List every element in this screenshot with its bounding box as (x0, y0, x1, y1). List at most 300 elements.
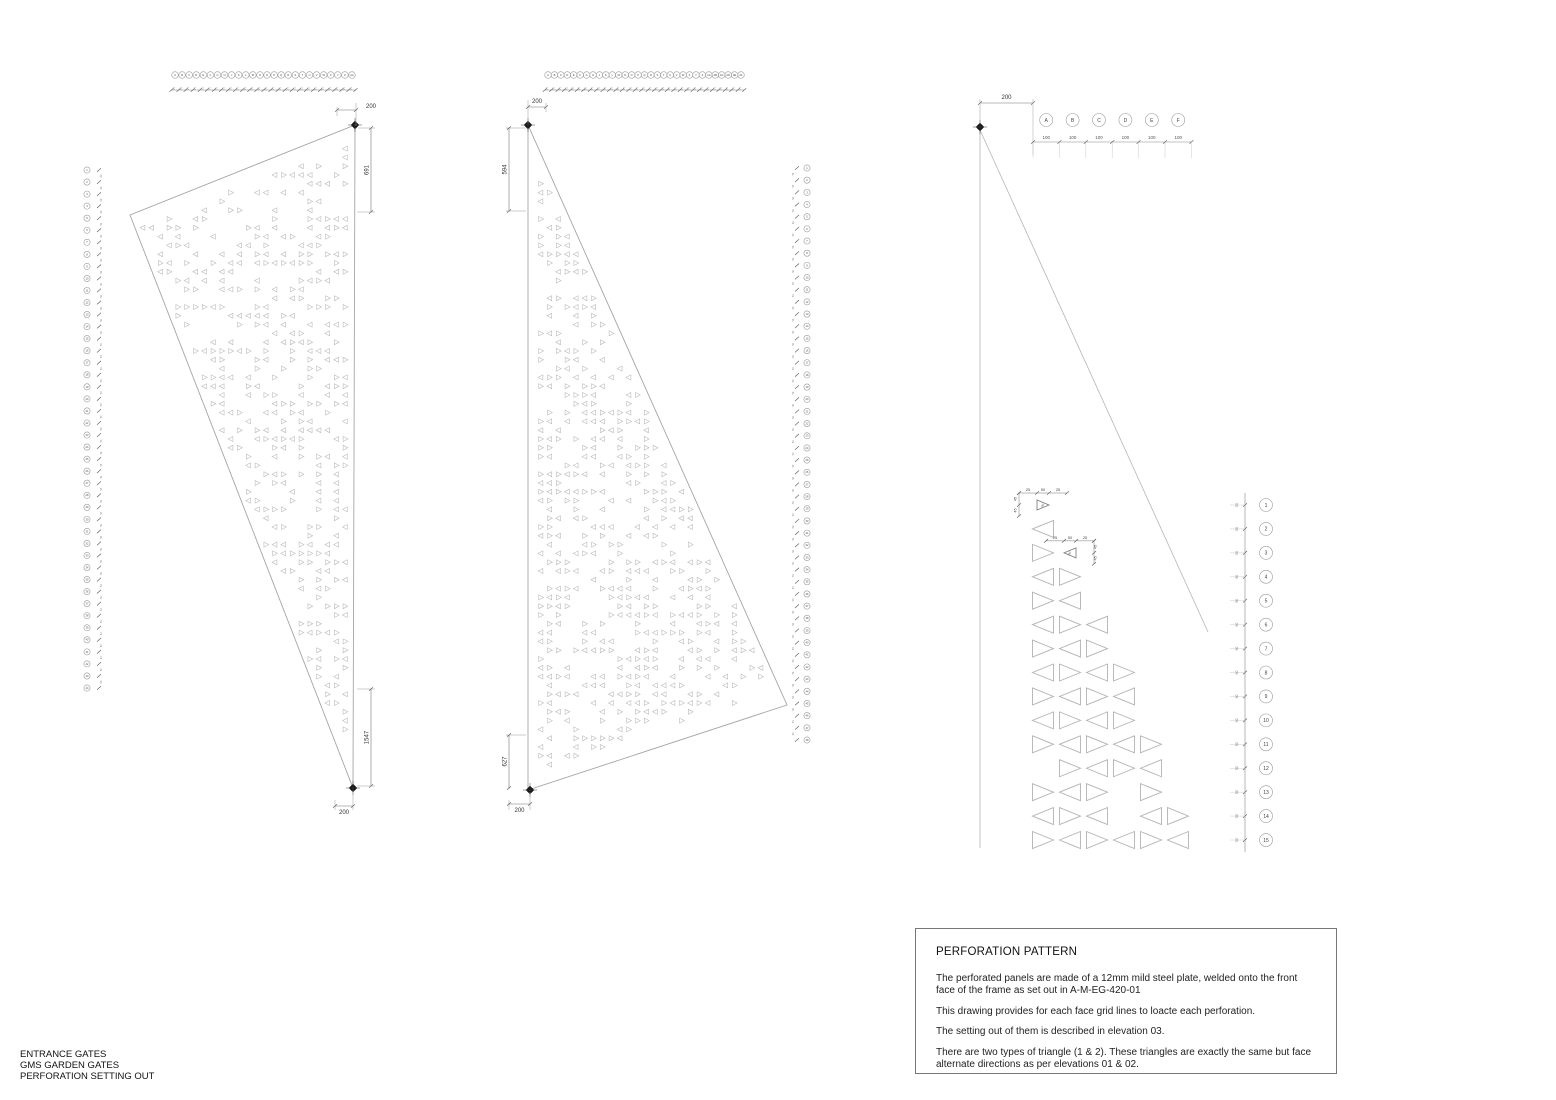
svg-text:23: 23 (805, 434, 809, 438)
svg-text:50: 50 (100, 511, 103, 515)
svg-text:F: F (579, 73, 581, 77)
svg-text:6: 6 (86, 229, 88, 233)
svg-text:50: 50 (792, 489, 795, 492)
svg-text:50: 50 (792, 562, 795, 565)
svg-text:50: 50 (1235, 766, 1239, 771)
svg-text:X: X (329, 73, 332, 77)
svg-text:2: 2 (1264, 526, 1268, 533)
svg-text:50: 50 (792, 586, 795, 590)
svg-text:17: 17 (805, 361, 809, 365)
svg-text:10: 10 (85, 277, 89, 281)
svg-text:50: 50 (792, 209, 795, 212)
svg-text:24: 24 (805, 446, 809, 450)
notes-paragraph: The perforated panels are made of a 12mm mild steel plate, welded onto the front face of the frame as set out in A-M-EG-420-01 (936, 973, 1298, 996)
svg-text:10: 10 (1263, 718, 1269, 725)
svg-text:75: 75 (616, 87, 620, 90)
svg-text:50: 50 (1235, 814, 1239, 819)
svg-text:50: 50 (100, 319, 103, 322)
svg-text:75: 75 (546, 87, 549, 90)
svg-text:50: 50 (1235, 550, 1239, 555)
svg-text:75: 75 (629, 87, 633, 90)
svg-text:25: 25 (1082, 536, 1088, 541)
svg-text:50: 50 (792, 635, 795, 638)
svg-text:50: 50 (100, 355, 103, 359)
svg-text:75: 75 (706, 87, 710, 90)
svg-text:27: 27 (805, 483, 809, 487)
svg-text:75: 75 (584, 87, 588, 90)
svg-text:50: 50 (792, 330, 795, 334)
svg-text:50: 50 (792, 720, 795, 724)
svg-text:39: 39 (805, 629, 809, 633)
svg-text:27: 27 (85, 482, 89, 486)
svg-text:1547: 1547 (364, 730, 371, 745)
svg-text:P: P (273, 73, 275, 77)
svg-text:75: 75 (603, 87, 607, 90)
svg-text:4: 4 (86, 205, 88, 209)
svg-text:50: 50 (100, 608, 103, 612)
svg-text:75: 75 (571, 87, 575, 90)
svg-text:15: 15 (85, 337, 89, 341)
svg-text:50: 50 (1235, 574, 1239, 579)
svg-text:50: 50 (100, 222, 103, 226)
svg-text:627: 627 (502, 756, 509, 767)
svg-text:14: 14 (85, 325, 89, 329)
svg-text:37: 37 (805, 605, 809, 609)
svg-text:Y: Y (336, 73, 339, 77)
elevation-02-row-grid (792, 165, 810, 743)
svg-text:30: 30 (85, 518, 89, 522)
svg-text:45: 45 (1093, 556, 1098, 561)
svg-text:E: E (572, 73, 575, 77)
svg-text:N: N (624, 73, 627, 77)
svg-text:50: 50 (100, 307, 103, 310)
svg-text:36: 36 (805, 592, 809, 596)
svg-text:50: 50 (100, 499, 103, 503)
svg-text:75: 75 (674, 87, 678, 90)
svg-text:B: B (181, 73, 183, 77)
svg-text:39: 39 (85, 626, 89, 630)
svg-text:50: 50 (792, 623, 795, 626)
notes-paragraph: The setting out of them is described in elevation 03. (936, 1026, 1165, 1038)
svg-text:75: 75 (578, 87, 582, 90)
svg-text:50: 50 (792, 257, 795, 261)
elevation-02-outline (528, 125, 787, 790)
svg-text:6: 6 (806, 227, 808, 231)
svg-text:50: 50 (792, 610, 795, 614)
svg-text:50: 50 (100, 427, 103, 431)
svg-text:44: 44 (805, 690, 809, 694)
svg-text:13: 13 (805, 312, 809, 316)
svg-text:24: 24 (85, 446, 89, 450)
svg-text:P: P (637, 73, 639, 77)
svg-text:50: 50 (100, 174, 103, 178)
svg-text:10: 10 (805, 276, 809, 280)
elevation-03-pattern (1014, 488, 1189, 848)
svg-text:9: 9 (1264, 694, 1268, 701)
svg-text:38: 38 (85, 614, 89, 618)
svg-text:75: 75 (713, 87, 717, 90)
svg-text:19: 19 (805, 385, 809, 389)
svg-text:75: 75 (272, 87, 276, 90)
svg-text:11: 11 (85, 289, 89, 293)
title-line: ENTRANCE GATES (20, 1049, 107, 1060)
svg-text:Q: Q (643, 73, 646, 77)
svg-text:50: 50 (792, 367, 795, 371)
svg-text:30: 30 (805, 519, 809, 523)
elevation-03-row-grid (1230, 493, 1273, 852)
svg-text:A: A (174, 73, 176, 77)
svg-text:H: H (223, 73, 226, 77)
svg-text:48: 48 (805, 738, 809, 742)
svg-text:50: 50 (100, 487, 103, 491)
elevation-01-column-grid (169, 72, 357, 92)
svg-text:V: V (315, 73, 318, 77)
svg-text:50: 50 (100, 379, 103, 383)
svg-text:50: 50 (792, 452, 795, 456)
elevation-01-pattern (140, 146, 348, 732)
svg-text:25: 25 (1025, 488, 1031, 493)
svg-text:33: 33 (85, 554, 89, 558)
svg-text:22: 22 (805, 422, 809, 426)
svg-text:50: 50 (792, 294, 795, 298)
svg-text:45: 45 (1013, 496, 1018, 502)
svg-text:AA: AA (707, 73, 711, 77)
svg-text:75: 75 (726, 87, 730, 90)
svg-text:50: 50 (792, 440, 795, 444)
svg-text:50: 50 (100, 210, 103, 214)
svg-text:100: 100 (1121, 135, 1130, 140)
svg-text:25: 25 (1052, 536, 1058, 541)
svg-text:50: 50 (1040, 502, 1046, 509)
svg-text:R: R (287, 73, 290, 77)
svg-text:50: 50 (100, 475, 103, 479)
svg-text:50: 50 (792, 391, 795, 395)
svg-text:5: 5 (86, 217, 88, 221)
svg-text:50: 50 (1235, 790, 1239, 795)
svg-text:75: 75 (342, 87, 346, 90)
svg-text:15: 15 (805, 337, 809, 341)
svg-text:50: 50 (792, 282, 795, 285)
svg-text:50: 50 (792, 355, 795, 358)
svg-text:50: 50 (792, 501, 795, 505)
svg-text:Z: Z (344, 73, 346, 77)
svg-text:8: 8 (806, 252, 808, 256)
svg-text:16: 16 (85, 349, 89, 353)
svg-text:29: 29 (85, 506, 89, 510)
notes-paragraph: There are two types of triangle (1 & 2). These triangles are exactly the same but face alternate directions as per elevations 01 & 02. (936, 1047, 1312, 1070)
svg-text:50: 50 (100, 668, 103, 672)
svg-text:1: 1 (806, 166, 808, 170)
svg-text:7: 7 (1264, 646, 1268, 653)
svg-text:50: 50 (100, 584, 103, 587)
svg-text:75: 75 (552, 87, 556, 90)
svg-text:F: F (209, 73, 212, 77)
svg-text:75: 75 (314, 87, 318, 90)
svg-text:50: 50 (792, 403, 795, 407)
svg-text:Z: Z (701, 73, 704, 77)
svg-text:100: 100 (1068, 135, 1077, 140)
svg-text:50: 50 (792, 647, 795, 651)
svg-text:100: 100 (1042, 135, 1050, 140)
svg-text:K: K (605, 73, 607, 77)
svg-text:50: 50 (100, 596, 103, 599)
svg-text:M: M (251, 73, 254, 77)
svg-text:50: 50 (792, 671, 795, 675)
svg-text:17: 17 (85, 361, 89, 365)
svg-text:N: N (259, 73, 261, 77)
svg-text:50: 50 (792, 184, 795, 188)
svg-text:43: 43 (805, 678, 809, 682)
svg-text:50: 50 (100, 331, 103, 334)
svg-text:50: 50 (1235, 718, 1239, 723)
svg-text:75: 75 (321, 87, 325, 90)
elevation-03 (973, 95, 1208, 848)
svg-text:L: L (611, 73, 614, 77)
svg-text:50: 50 (1235, 503, 1239, 507)
title-line: GMS GARDEN GATES (20, 1060, 120, 1072)
svg-text:28: 28 (85, 494, 89, 498)
svg-text:200: 200 (338, 810, 350, 816)
svg-text:50: 50 (1235, 670, 1239, 675)
notes-paragraph: This drawing provides for each face grid lines to loacte each perforation. (936, 1005, 1256, 1017)
svg-text:32: 32 (805, 544, 809, 548)
svg-text:D: D (195, 73, 198, 77)
svg-text:W: W (322, 73, 325, 77)
svg-text:U: U (308, 73, 311, 77)
svg-text:75: 75 (173, 87, 176, 90)
svg-text:50: 50 (100, 271, 103, 274)
svg-text:691: 691 (364, 164, 371, 176)
svg-text:F: F (1176, 117, 1180, 124)
svg-text:50: 50 (100, 524, 103, 527)
svg-text:42: 42 (85, 662, 89, 666)
svg-text:O: O (266, 73, 269, 77)
svg-text:50: 50 (1040, 488, 1046, 493)
svg-text:25: 25 (805, 459, 809, 463)
svg-text:75: 75 (293, 87, 297, 90)
svg-text:22: 22 (85, 421, 89, 425)
svg-text:25: 25 (1055, 488, 1061, 493)
svg-text:50: 50 (100, 403, 103, 407)
svg-text:AA: AA (350, 73, 354, 77)
svg-text:23: 23 (85, 433, 89, 437)
svg-text:26: 26 (805, 471, 809, 475)
svg-text:75: 75 (719, 87, 723, 90)
svg-text:50: 50 (1067, 550, 1073, 556)
svg-text:50: 50 (100, 415, 103, 419)
svg-text:75: 75 (194, 87, 198, 90)
svg-text:50: 50 (792, 525, 795, 529)
svg-text:7: 7 (86, 241, 88, 245)
svg-text:R: R (649, 73, 652, 77)
svg-text:12: 12 (85, 301, 89, 305)
title-line: PERFORATION SETTING OUT (20, 1071, 155, 1083)
svg-text:AC: AC (719, 73, 724, 77)
svg-text:75: 75 (668, 87, 672, 90)
svg-text:A: A (547, 73, 549, 77)
svg-text:S: S (294, 73, 297, 77)
svg-text:H: H (592, 73, 594, 77)
svg-text:50: 50 (100, 259, 103, 262)
svg-text:6: 6 (1264, 622, 1268, 629)
svg-text:8: 8 (1264, 670, 1268, 677)
svg-text:50: 50 (792, 598, 795, 602)
svg-text:20: 20 (805, 398, 809, 402)
svg-text:X: X (688, 73, 691, 77)
svg-text:G: G (216, 73, 219, 77)
svg-text:100: 100 (1095, 135, 1103, 140)
svg-text:75: 75 (648, 87, 652, 90)
svg-text:C: C (559, 73, 562, 77)
svg-text:13: 13 (85, 313, 89, 317)
svg-text:50: 50 (100, 632, 103, 636)
elevation-02-pattern (538, 181, 763, 767)
svg-text:M: M (617, 73, 620, 77)
svg-text:50: 50 (1235, 622, 1239, 627)
svg-text:Y: Y (695, 73, 697, 77)
svg-text:14: 14 (1263, 813, 1269, 820)
svg-text:W: W (681, 73, 685, 77)
svg-text:75: 75 (187, 87, 191, 90)
svg-text:45: 45 (1013, 508, 1018, 513)
svg-text:15: 15 (1263, 837, 1269, 844)
svg-text:3: 3 (806, 191, 808, 195)
svg-text:100: 100 (1148, 135, 1156, 140)
svg-text:50: 50 (792, 574, 795, 578)
svg-text:36: 36 (85, 590, 89, 594)
svg-text:50: 50 (792, 197, 795, 200)
svg-text:75: 75 (229, 87, 233, 90)
svg-text:50: 50 (100, 451, 103, 455)
svg-text:50: 50 (100, 343, 103, 347)
svg-text:40: 40 (85, 638, 89, 642)
svg-text:AF: AF (739, 73, 743, 77)
svg-text:75: 75 (687, 87, 691, 90)
svg-text:50: 50 (1235, 694, 1239, 699)
svg-text:U: U (669, 73, 672, 77)
svg-text:L: L (245, 73, 247, 77)
svg-text:50: 50 (792, 270, 795, 273)
svg-text:40: 40 (805, 641, 809, 645)
svg-text:D: D (1123, 117, 1128, 124)
svg-text:26: 26 (85, 470, 89, 474)
svg-text:594: 594 (502, 164, 509, 175)
svg-text:75: 75 (243, 87, 247, 90)
svg-text:14: 14 (805, 325, 809, 329)
svg-text:50: 50 (100, 463, 103, 467)
svg-text:50: 50 (100, 283, 103, 286)
svg-text:75: 75 (693, 87, 697, 90)
svg-text:50: 50 (792, 233, 795, 237)
svg-text:50: 50 (100, 367, 103, 371)
svg-text:75: 75 (236, 87, 240, 90)
svg-text:50: 50 (100, 548, 103, 551)
svg-text:31: 31 (85, 530, 89, 534)
svg-text:25: 25 (85, 458, 89, 462)
svg-text:75: 75 (700, 87, 704, 90)
svg-text:K: K (237, 73, 240, 77)
svg-text:75: 75 (681, 87, 685, 90)
svg-text:75: 75 (328, 87, 332, 90)
svg-text:50: 50 (792, 696, 795, 699)
svg-text:1: 1 (1264, 502, 1268, 509)
svg-text:9: 9 (806, 264, 808, 268)
svg-text:50: 50 (1067, 536, 1073, 541)
perforation-pattern-notes (915, 928, 1337, 1074)
svg-text:A: A (1044, 117, 1048, 124)
svg-text:T: T (663, 73, 665, 77)
svg-text:50: 50 (1235, 742, 1239, 747)
svg-text:13: 13 (1263, 789, 1269, 796)
svg-text:28: 28 (805, 495, 809, 499)
svg-text:50: 50 (100, 536, 103, 539)
svg-text:75: 75 (739, 87, 742, 90)
svg-text:11: 11 (1263, 742, 1269, 749)
svg-text:16: 16 (805, 349, 809, 353)
svg-text:47: 47 (805, 726, 809, 730)
svg-text:4: 4 (1264, 574, 1268, 581)
svg-text:AB: AB (713, 73, 718, 77)
svg-text:75: 75 (279, 87, 283, 90)
svg-text:32: 32 (85, 542, 89, 546)
svg-text:50: 50 (792, 683, 795, 687)
svg-text:21: 21 (85, 409, 89, 413)
svg-text:46: 46 (805, 714, 809, 718)
svg-text:AE: AE (732, 73, 737, 77)
elevation-02-column-grid (543, 72, 746, 92)
svg-text:18: 18 (805, 373, 809, 377)
svg-text:29: 29 (805, 507, 809, 511)
svg-text:50: 50 (100, 644, 103, 648)
elevation-01-row-grid (84, 167, 103, 691)
svg-text:50: 50 (792, 477, 795, 480)
svg-text:50: 50 (1235, 646, 1239, 651)
svg-text:75: 75 (265, 87, 269, 90)
svg-text:50: 50 (792, 306, 795, 310)
svg-text:Q: Q (280, 73, 283, 77)
svg-text:21: 21 (805, 410, 809, 414)
svg-text:2: 2 (86, 180, 88, 184)
svg-text:50: 50 (100, 620, 103, 624)
svg-text:J: J (230, 73, 233, 77)
svg-text:75: 75 (558, 87, 562, 90)
svg-text:75: 75 (257, 87, 261, 90)
svg-text:75: 75 (597, 87, 601, 90)
svg-text:50: 50 (792, 428, 795, 431)
svg-text:50: 50 (100, 246, 103, 250)
svg-text:50: 50 (100, 560, 103, 563)
svg-text:1: 1 (86, 168, 88, 172)
svg-text:50: 50 (792, 343, 795, 346)
svg-text:200: 200 (531, 99, 543, 105)
svg-text:75: 75 (222, 87, 226, 90)
svg-text:50: 50 (100, 295, 103, 298)
svg-text:31: 31 (805, 532, 809, 536)
svg-text:50: 50 (792, 513, 795, 517)
svg-text:D: D (566, 73, 569, 77)
svg-text:9: 9 (86, 265, 88, 269)
svg-text:8: 8 (86, 253, 88, 257)
svg-text:75: 75 (215, 87, 219, 90)
svg-text:75: 75 (636, 87, 640, 90)
svg-text:50: 50 (1235, 598, 1239, 603)
svg-text:34: 34 (805, 568, 809, 572)
svg-text:5: 5 (806, 215, 808, 219)
svg-text:4: 4 (806, 203, 808, 207)
svg-text:3: 3 (1264, 550, 1268, 557)
svg-text:75: 75 (610, 87, 614, 90)
svg-text:75: 75 (623, 87, 627, 90)
